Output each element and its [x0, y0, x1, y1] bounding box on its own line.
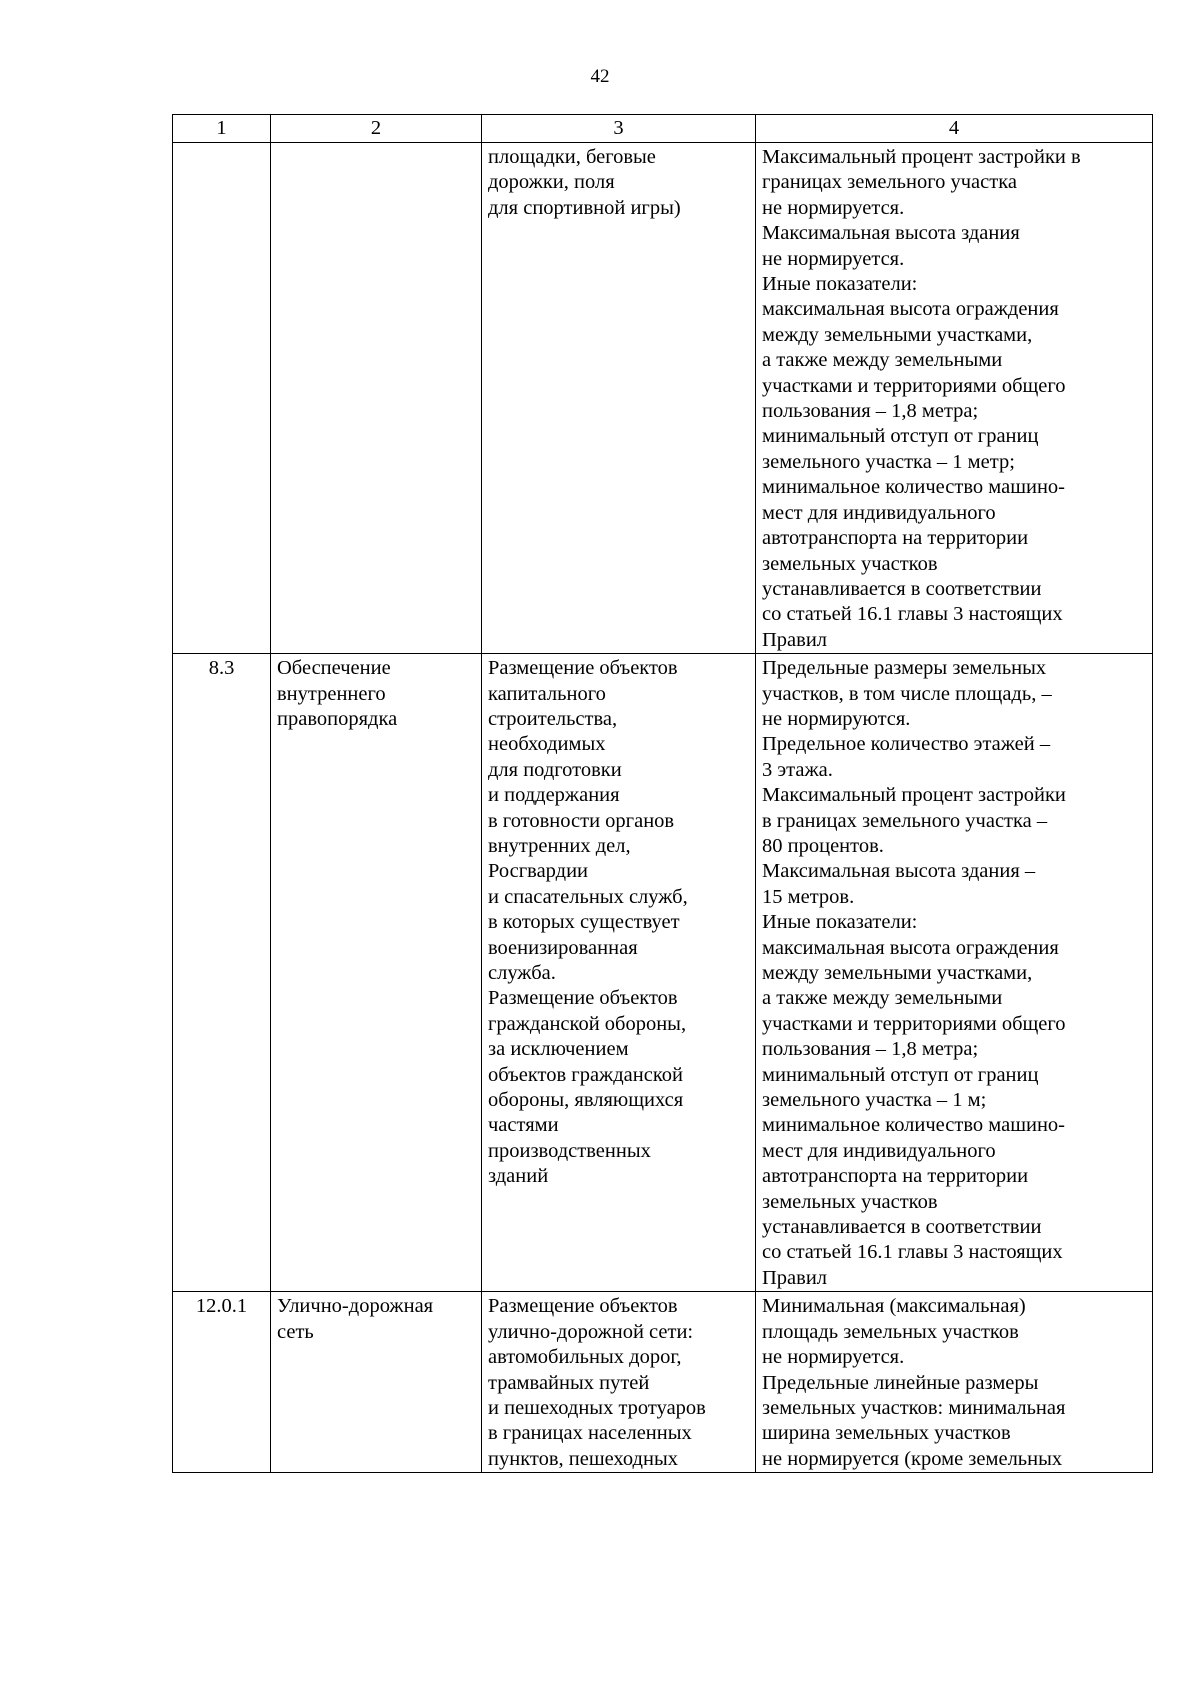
parameters-line: а также между земельными	[762, 349, 1003, 372]
parameters-line: минимальное количество машино-	[762, 476, 1065, 499]
parameters-line: не нормируется.	[762, 247, 905, 270]
description-line: строительства,	[488, 707, 618, 730]
description-line: улично-дорожной сети:	[488, 1320, 694, 1343]
parameters-line: ширина земельных участков	[762, 1422, 1011, 1445]
parameters-line: Иные показатели:	[762, 911, 918, 934]
name-line: внутреннего	[277, 682, 386, 705]
parameters-line: автотранспорта на территории	[762, 527, 1029, 550]
parameters-line: минимальный отступ от границ	[762, 425, 1039, 448]
description-line: в границах населенных	[488, 1422, 692, 1445]
parameters-line: минимальное количество машино-	[762, 1114, 1065, 1137]
name-line: Улично-дорожная	[277, 1295, 434, 1318]
name-cell	[271, 654, 482, 1292]
parameters-line: Правил	[762, 1266, 828, 1289]
description-line: трамвайных путей	[488, 1371, 650, 1394]
parameters-line: со статьей 16.1 главы 3 настоящих	[762, 603, 1063, 626]
description-line: и спасательных служб,	[488, 885, 688, 908]
header-cell-3: 3	[482, 115, 756, 143]
parameters-line: не нормируются.	[762, 707, 911, 730]
parameters-line: не нормируется (кроме земельных	[762, 1447, 1063, 1470]
parameters-line: участками и территориями общего	[762, 1012, 1066, 1035]
table-row	[173, 654, 1153, 1292]
parameters-line: между земельными участками,	[762, 323, 1033, 346]
name-line: сеть	[277, 1320, 314, 1343]
description-line: производственных	[488, 1139, 651, 1162]
parameters-line: мест для индивидуального	[762, 501, 996, 524]
description-line: дорожки, поля	[488, 171, 615, 194]
description-line: пунктов, пешеходных	[488, 1447, 678, 1470]
parameters-line: Правил	[762, 628, 828, 651]
parameters-line: между земельными участками,	[762, 962, 1033, 984]
name-cell	[271, 1292, 482, 1473]
name-line: правопорядка	[277, 707, 398, 730]
parameters-line: Предельное количество этажей –	[762, 733, 1051, 756]
parameters-line: пользования – 1,8 метра;	[762, 400, 979, 423]
parameters-line: не нормируется.	[762, 1346, 905, 1369]
parameters-line: участками и территориями общего	[762, 374, 1066, 397]
parameters-line: 15 метров.	[762, 885, 855, 908]
header-cell-1: 1	[173, 115, 271, 143]
parameters-line: земельных участков	[762, 1190, 938, 1213]
parameters-line: не нормируется.	[762, 196, 905, 219]
description-line: капитального	[488, 682, 606, 705]
code-cell: 12.0.1	[173, 1292, 271, 1473]
parameters-line: мест для индивидуального	[762, 1139, 996, 1162]
parameters-line: автотранспорта на территории	[762, 1165, 1029, 1188]
name-line: Обеспечение	[277, 657, 391, 680]
description-line: обороны, являющихся	[488, 1089, 684, 1112]
parameters-cell	[756, 1292, 1153, 1473]
table-row	[173, 1292, 1153, 1473]
description-line: за исключением	[488, 1038, 629, 1061]
description-line: в которых существует	[488, 911, 680, 934]
parameters-line: устанавливается в соответствии	[762, 577, 1042, 600]
description-line: служба.	[488, 962, 556, 984]
description-line: автомобильных дорог,	[488, 1346, 682, 1369]
zoning-table	[172, 114, 1153, 1473]
parameters-line: участков, в том числе площадь, –	[762, 682, 1052, 705]
parameters-line: Предельные линейные размеры	[762, 1371, 1039, 1394]
description-line: необходимых	[488, 733, 606, 756]
page-number: 42	[590, 66, 610, 87]
description-cell	[482, 1292, 756, 1473]
parameters-line: 80 процентов.	[762, 834, 884, 857]
description-line: для спортивной игры)	[488, 196, 681, 219]
description-line: Размещение объектов	[488, 987, 678, 1010]
parameters-line: земельных участков	[762, 552, 938, 575]
parameters-line: 3 этажа.	[762, 758, 833, 781]
header-cell-2: 2	[271, 115, 482, 143]
description-line: военизированная	[488, 936, 638, 959]
description-line: в готовности органов	[488, 809, 675, 832]
description-line: и поддержания	[488, 784, 620, 807]
table-row	[173, 143, 1153, 654]
parameters-line: земельных участков: минимальная	[762, 1396, 1066, 1419]
parameters-line: а также между земельными	[762, 987, 1003, 1010]
parameters-line: устанавливается в соответствии	[762, 1216, 1042, 1239]
header-cell-4: 4	[756, 115, 1153, 143]
description-line: гражданской обороны,	[488, 1012, 687, 1035]
description-line: и пешеходных тротуаров	[488, 1396, 706, 1419]
parameters-line: земельного участка – 1 метр;	[762, 450, 1015, 473]
description-line: для подготовки	[488, 758, 622, 781]
parameters-line: максимальная высота ограждения	[762, 936, 1059, 959]
description-line: Размещение объектов	[488, 1295, 678, 1318]
parameters-line: со статьей 16.1 главы 3 настоящих	[762, 1241, 1063, 1264]
description-line: внутренних дел,	[488, 834, 631, 857]
code-cell: 8.3	[173, 654, 271, 1292]
parameters-line: Максимальная высота здания	[762, 222, 1020, 245]
description-line: объектов гражданской	[488, 1063, 683, 1086]
parameters-line: Максимальная высота здания –	[762, 860, 1036, 883]
parameters-line: Иные показатели:	[762, 273, 918, 296]
parameters-line: максимальная высота ограждения	[762, 298, 1059, 321]
parameters-line: Предельные размеры земельных	[762, 657, 1047, 680]
parameters-line: Максимальный процент застройки	[762, 784, 1066, 807]
parameters-line: в границах земельного участка –	[762, 809, 1048, 832]
description-line: площадки, беговые	[488, 146, 656, 168]
parameters-cell	[756, 654, 1153, 1292]
parameters-cell	[756, 143, 1153, 654]
table-header-row	[173, 115, 1153, 143]
code-cell	[173, 143, 271, 654]
parameters-line: Минимальная (максимальная)	[762, 1295, 1026, 1318]
description-line: частями	[488, 1114, 559, 1137]
parameters-line: границах земельного участка	[762, 171, 1017, 194]
description-cell	[482, 143, 756, 654]
parameters-line: пользования – 1,8 метра;	[762, 1038, 979, 1061]
description-cell	[482, 654, 756, 1292]
description-line: Росгвардии	[488, 860, 589, 883]
name-cell	[271, 143, 482, 654]
description-line: зданий	[488, 1165, 549, 1188]
description-line: Размещение объектов	[488, 657, 678, 680]
parameters-line: земельного участка – 1 м;	[762, 1089, 987, 1112]
parameters-line: минимальный отступ от границ	[762, 1063, 1039, 1086]
parameters-line: площадь земельных участков	[762, 1320, 1019, 1343]
parameters-line: Максимальный процент застройки в	[762, 146, 1081, 168]
